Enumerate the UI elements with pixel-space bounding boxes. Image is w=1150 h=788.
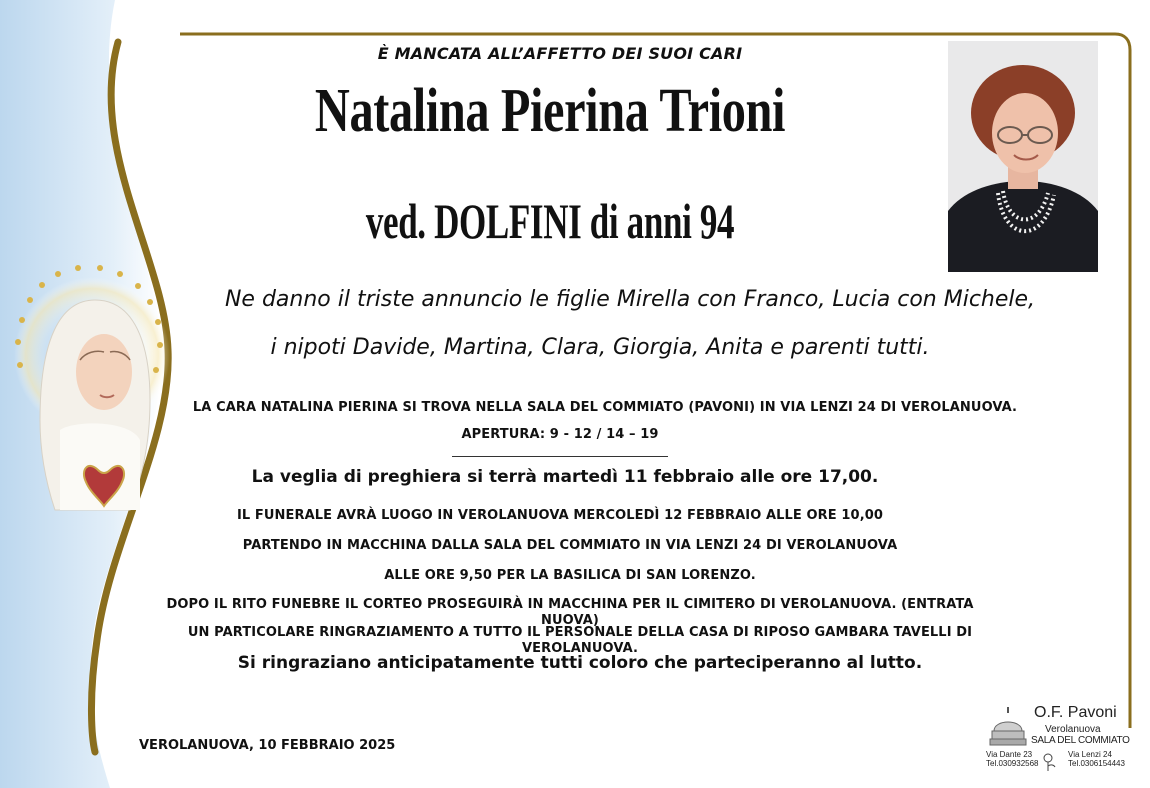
kicker-text: È MANCATA ALL’AFFETTO DEI SUOI CARI (377, 44, 743, 63)
logo-left-tel: Tel.030932568 (986, 759, 1039, 769)
corteo-text: DOPO IL RITO FUNEBRE IL CORTEO PROSEGUIRÀ IN MACCHINA PER IL CIMITERO DI VEROLANUOVA. (ENTRATA NUOVA) (166, 597, 974, 628)
logo-right-addr: Via Lenzi 24 (1068, 750, 1112, 759)
funerale-line-2: PARTENDO IN MACCHINA DALLA SALA DEL COMMIATO IN VIA LENZI 24 DI VEROLANUOVA (242, 538, 898, 553)
funerale-line-1: IL FUNERALE AVRÀ LUOGO IN VEROLANUOVA MERCOLEDÌ 12 FEBBRAIO ALLE ORE 10,00 (236, 508, 884, 523)
logo-address-left (986, 750, 1039, 768)
place-date: VEROLANUOVA, 10 FEBBRAIO 2025 (139, 738, 396, 753)
logo-name: O.F. Pavoni (1034, 704, 1117, 721)
deceased-portrait (948, 41, 1098, 272)
rose-icon (1040, 752, 1060, 772)
deceased-name: Natalina Pierina Trioni (314, 77, 786, 145)
logo-left-addr: Via Dante 23 (986, 750, 1033, 759)
apertura-hours: APERTURA: 9 - 12 / 14 – 19 (461, 427, 659, 442)
logo-sala: SALA DEL COMMIATO (1031, 735, 1130, 746)
divider (452, 456, 668, 457)
church-dome-icon (988, 705, 1028, 749)
sala-commiato-text: LA CARA NATALINA PIERINA SI TROVA NELLA SALA DEL COMMIATO (PAVONI) IN VIA LENZI 24 DI VEROLANUOVA. (192, 400, 1018, 415)
announcement-line-1: Ne danno il triste annuncio le figlie Mirella con Franco, Lucia con Michele, (224, 287, 1036, 312)
announcement-line-2: i nipoti Davide, Martina, Clara, Giorgia, Anita e parenti tutti. (270, 335, 930, 360)
deceased-subtitle: ved. DOLFINI di anni 94 (365, 193, 735, 249)
funerale-line-3: ALLE ORE 9,50 PER LA BASILICA DI SAN LORENZO. (384, 568, 756, 583)
thanks-text: Si ringraziano anticipatamente tutti coloro che parteciperanno al lutto. (237, 653, 923, 673)
logo-right-tel: Tel.0306154443 (1068, 759, 1125, 769)
logo-town: Verolanuova (1045, 724, 1101, 735)
logo-address-right (1068, 750, 1125, 768)
veglia-text: La veglia di preghiera si terrà martedì 11 febbraio alle ore 17,00. (251, 467, 879, 487)
ringraziamento-text: UN PARTICOLARE RINGRAZIAMENTO A TUTTO IL PERSONALE DELLA CASA DI RIPOSO GAMBARA TAVELLI DI VEROLANUOVA. (187, 625, 973, 656)
